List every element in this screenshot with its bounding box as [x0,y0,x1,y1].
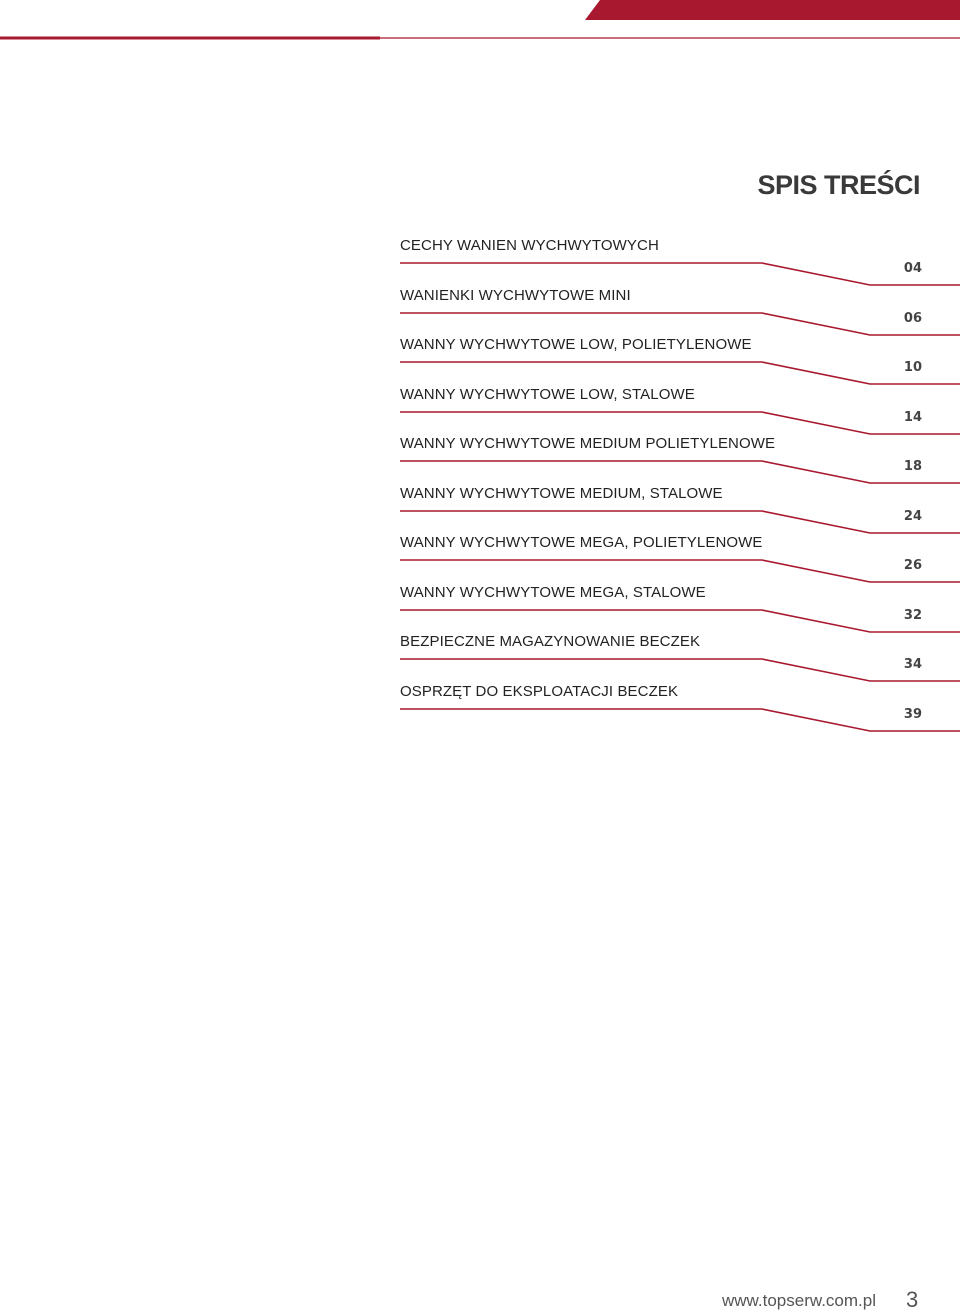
toc-item-page-number: 34 [903,657,922,672]
footer-page-number: 3 [906,1287,919,1312]
toc-item-page-number: 10 [903,360,922,375]
toc-leader-line [0,534,960,584]
toc-item[interactable] [0,584,960,634]
toc-item-page-number: 04 [903,261,922,276]
toc-leader-line [0,485,960,535]
toc-item[interactable] [0,633,960,683]
toc-item-page-number: 26 [903,558,922,573]
toc-item-page-number: 24 [903,508,922,524]
toc-item-page-number: 06 [903,310,922,326]
toc-item-label: WANIENKI WYCHWYTOWE MINI [400,286,631,304]
toc-leader-line [0,633,960,683]
toc-item-label: WANNY WYCHWYTOWE LOW, STALOWE [400,385,695,403]
toc-item[interactable] [0,386,960,436]
toc-item[interactable] [0,237,960,287]
toc-item[interactable] [0,336,960,386]
toc-leader-line [0,584,960,634]
toc-leader-line [0,386,960,436]
toc-item-label: OSPRZĘT DO EKSPLOATACJI BECZEK [400,682,679,700]
toc-item-label: BEZPIECZNE MAGAZYNOWANIE BECZEK [400,633,701,650]
toc-item-label: WANNY WYCHWYTOWE LOW, POLIETYLENOWE [400,336,752,353]
toc-item[interactable] [0,683,960,733]
toc-item-label: WANNY WYCHWYTOWE MEDIUM POLIETYLENOWE [400,435,776,452]
toc-item-label: WANNY WYCHWYTOWE MEGA, POLIETYLENOWE [400,534,763,551]
toc-item[interactable] [0,287,960,337]
toc-leader-line [0,435,960,485]
toc-item[interactable] [0,534,960,584]
page-title: SPIS TREŚCI [757,170,920,200]
toc-leader-line [0,683,960,733]
toc-item-label: CECHY WANIEN WYCHWYTOWYCH [400,237,659,254]
toc-item-label: WANNY WYCHWYTOWE MEDIUM, STALOWE [400,484,723,502]
toc-item-page-number: 14 [903,409,922,425]
toc-item[interactable] [0,485,960,535]
toc-item-page-number: 39 [903,706,922,722]
footer-url[interactable]: www.topserw.com.pl [722,1291,876,1310]
toc-item-label: WANNY WYCHWYTOWE MEGA, STALOWE [400,583,706,601]
toc-item-page-number: 32 [903,607,922,623]
toc-item-page-number: 18 [903,459,922,474]
toc-item[interactable] [0,435,960,485]
toc-leader-line [0,336,960,386]
toc-leader-line [0,287,960,337]
toc-leader-line [0,237,960,287]
